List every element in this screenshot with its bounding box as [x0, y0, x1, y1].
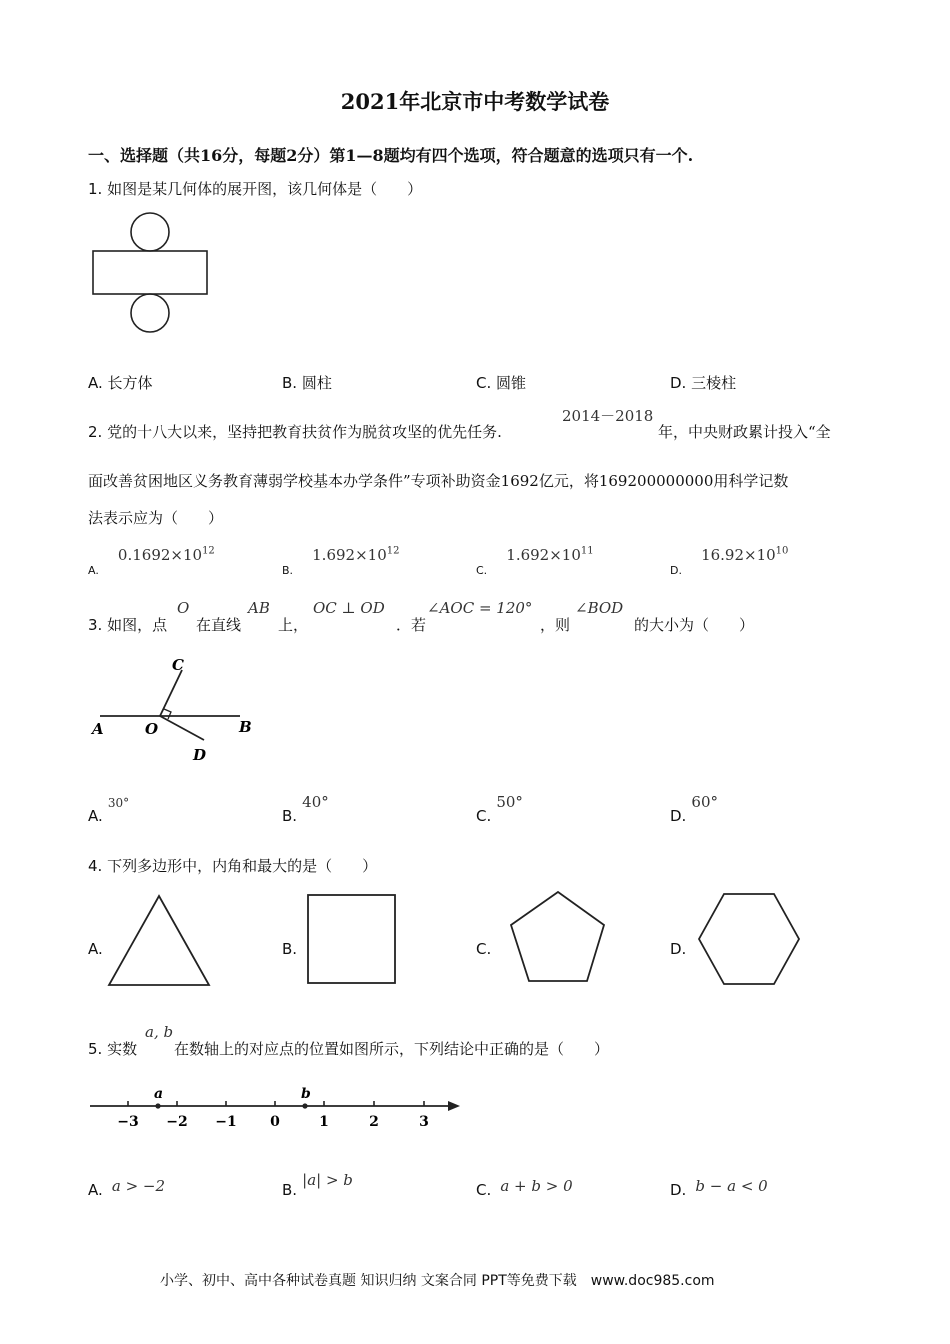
q2-option-c[interactable]: $_{C.}$ $1.692\times 10^{11}$ — [476, 545, 594, 577]
q5-text-2: 在数轴上的对应点的位置如图所示，下列结论中正确的是（ ） — [174, 1040, 610, 1058]
question-3: 3. 如图，点 — [88, 616, 168, 634]
q3-angle-aoc: ∠AOC = 120° — [427, 599, 533, 617]
q5-variables: a, b — [145, 1023, 174, 1041]
angle-figure — [88, 652, 258, 764]
q2-option-a[interactable]: $_{A.}$ $0.1692\times 10^{12}$ — [88, 545, 215, 577]
question-2-line-1: 2. 党的十八大以来，坚持把教育扶贫作为脱贫攻坚的优先任务. — [88, 423, 502, 441]
page-title: 2021年北京市中考数学试卷 — [340, 89, 610, 114]
q2-years: 2014－2018 — [562, 407, 654, 425]
number-line — [88, 1084, 468, 1134]
question-2-text-2: 年，中央财政累计投入“全 — [658, 423, 831, 441]
q1-option-a[interactable]: A. 长方体 — [88, 374, 153, 392]
question-2-line-3: 法表示应为（ ） — [88, 509, 224, 527]
point-b-label: b — [301, 1086, 311, 1102]
q2-option-b[interactable]: $_{B.}$ $1.692\times 10^{12}$ — [282, 545, 400, 577]
pentagon-shape — [508, 889, 608, 985]
tick-label: 1 — [319, 1114, 329, 1130]
label-d: D — [193, 746, 207, 764]
tick-label: 2 — [369, 1114, 379, 1130]
square-shape — [306, 893, 398, 987]
tick-label: −1 — [215, 1114, 237, 1130]
q1-option-c[interactable]: C. 圆锥 — [476, 374, 527, 392]
hexagon-shape — [696, 891, 802, 987]
q3-angle-bod: ∠BOD — [575, 599, 624, 617]
q5-option-d[interactable]: D. b − a < 0 — [670, 1177, 768, 1199]
label-o: O — [145, 720, 159, 738]
question-5: 5. 实数 — [88, 1040, 138, 1058]
question-1 — [88, 178, 422, 199]
q4-option-a[interactable]: A. — [88, 940, 103, 958]
q1-option-b[interactable]: B. 圆柱 — [282, 374, 332, 392]
question-4: 4. 下列多边形中，内角和最大的是（ ） — [88, 857, 378, 875]
q3-perp: OC ⊥ OD — [313, 599, 385, 617]
q3-text-2: 在直线 — [196, 616, 242, 634]
q5-option-b[interactable]: B. |a| > b — [282, 1171, 353, 1199]
tick-label: 3 — [419, 1114, 429, 1130]
q3-line-ab: AB — [248, 599, 270, 617]
q1-option-d[interactable]: D. 三棱柱 — [670, 374, 737, 392]
section-heading: 一、选择题（共16分，每题2分）第1—8题均有四个选项，符合题意的选项只有一个. — [88, 146, 694, 165]
q3-option-c[interactable]: C. 50° — [476, 793, 523, 825]
q4-option-c[interactable]: C. — [476, 940, 492, 958]
q3-option-d[interactable]: D. 60° — [670, 793, 719, 825]
q2-option-d[interactable]: $_{D.}$ $16.92\times 10^{10}$ — [670, 545, 789, 577]
question-text: 如图是某几何体的展开图，该几何体是（ ） — [107, 180, 423, 198]
label-b: B — [239, 718, 252, 736]
question-number: 1. — [88, 180, 103, 198]
q5-option-c[interactable]: C. a + b > 0 — [476, 1177, 573, 1199]
unfolded-net-figure — [85, 212, 215, 334]
label-c: C — [172, 656, 184, 674]
q3-option-a[interactable]: A. $^{30^\circ}$ — [88, 796, 130, 825]
q3-text-6: 的大小为（ ） — [634, 616, 755, 634]
triangle-shape — [106, 893, 212, 987]
q3-option-b[interactable]: B. 40° — [282, 793, 329, 825]
q3-text-4: ．若 — [396, 616, 427, 634]
q3-point-o: O — [177, 599, 190, 617]
tick-label: −3 — [117, 1114, 139, 1130]
q4-option-b[interactable]: B. — [282, 940, 298, 958]
tick-label: −2 — [166, 1114, 188, 1130]
page-footer: 小学、初中、高中各种试卷真题 知识归纳 文案合同 PPT等免费下载 www.doc985.com — [160, 1273, 715, 1289]
q4-option-d[interactable]: D. — [670, 940, 687, 958]
question-2-line-2: 面改善贫困地区义务教育薄弱学校基本办学条件”专项补助资金1692亿元，将169200000000用科学记数 — [88, 472, 789, 490]
q3-text-3: 上， — [278, 616, 309, 634]
tick-label: 0 — [270, 1114, 280, 1130]
label-a: A — [92, 720, 104, 738]
point-a-label: a — [154, 1086, 164, 1102]
q5-option-a[interactable]: A. a > −2 — [88, 1177, 166, 1199]
q3-text-5: ，则 — [540, 616, 571, 634]
